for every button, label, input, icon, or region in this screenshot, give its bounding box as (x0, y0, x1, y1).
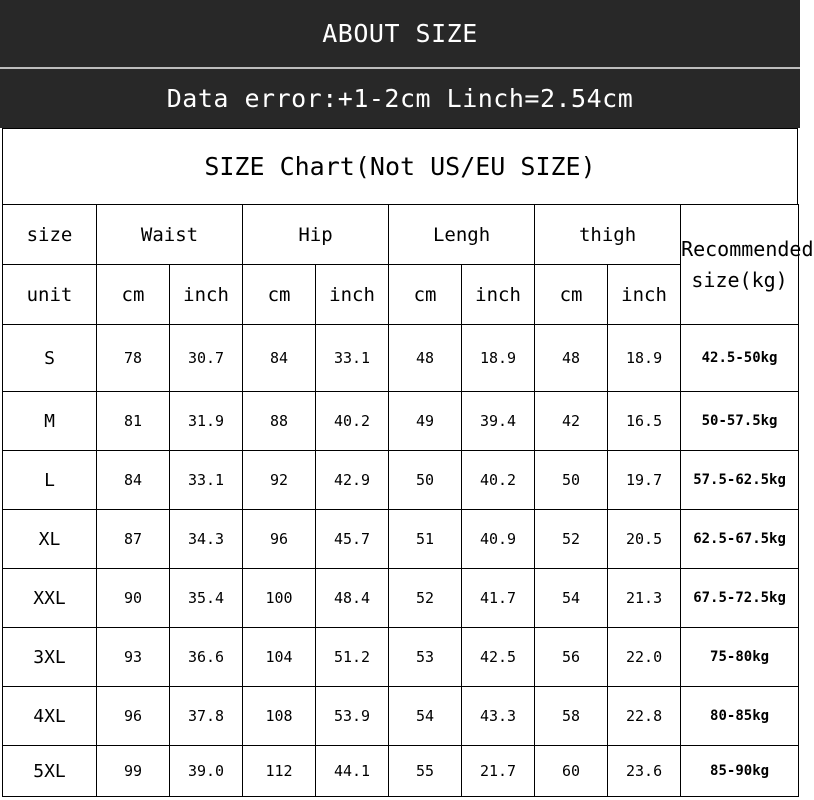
cell-length-inch: 18.9 (462, 325, 535, 392)
header-hip: Hip (243, 205, 389, 265)
cell-hip-cm: 96 (243, 510, 316, 569)
cell-waist-inch: 33.1 (170, 451, 243, 510)
about-size-banner (0, 0, 800, 69)
data-error-note: Data error:+1-2cm Linch=2.54cm (166, 84, 634, 113)
cell-size-label: M (3, 392, 97, 451)
cell-length-inch: 40.9 (462, 510, 535, 569)
about-size-title: ABOUT SIZE (322, 19, 478, 48)
cell-length-cm: 48 (389, 325, 462, 392)
cell-hip-inch: 51.2 (316, 628, 389, 687)
cell-recommended-weight: 85-90kg (681, 746, 799, 797)
data-error-banner (0, 69, 800, 128)
cell-waist-cm: 84 (97, 451, 170, 510)
cell-hip-inch: 40.2 (316, 392, 389, 451)
cell-waist-cm: 81 (97, 392, 170, 451)
cell-hip-inch: 45.7 (316, 510, 389, 569)
cell-hip-inch: 44.1 (316, 746, 389, 797)
cell-hip-cm: 92 (243, 451, 316, 510)
cell-waist-inch: 31.9 (170, 392, 243, 451)
cell-recommended-weight: 50-57.5kg (681, 392, 799, 451)
chart-title (2, 128, 798, 204)
chart-title-text: SIZE Chart(Not US/EU SIZE) (204, 152, 596, 181)
cell-waist-cm: 78 (97, 325, 170, 392)
cell-thigh-inch: 19.7 (608, 451, 681, 510)
cell-length-cm: 50 (389, 451, 462, 510)
unit-inch: inch (608, 265, 681, 325)
cell-thigh-inch: 23.6 (608, 746, 681, 797)
cell-hip-cm: 100 (243, 569, 316, 628)
cell-waist-cm: 99 (97, 746, 170, 797)
cell-recommended-weight: 75-80kg (681, 628, 799, 687)
cell-size-label: L (3, 451, 97, 510)
unit-cm: cm (535, 265, 608, 325)
cell-recommended-weight: 57.5-62.5kg (681, 451, 799, 510)
cell-size-label: XXL (3, 569, 97, 628)
cell-thigh-inch: 22.0 (608, 628, 681, 687)
cell-waist-inch: 34.3 (170, 510, 243, 569)
table-row (3, 687, 799, 746)
cell-length-cm: 49 (389, 392, 462, 451)
unit-inch: inch (170, 265, 243, 325)
cell-waist-cm: 90 (97, 569, 170, 628)
header-length: Lengh (389, 205, 535, 265)
cell-recommended-weight: 42.5-50kg (681, 325, 799, 392)
cell-thigh-cm: 48 (535, 325, 608, 392)
cell-hip-cm: 112 (243, 746, 316, 797)
table-row (3, 392, 799, 451)
cell-waist-cm: 87 (97, 510, 170, 569)
cell-thigh-inch: 16.5 (608, 392, 681, 451)
cell-hip-cm: 108 (243, 687, 316, 746)
header-waist: Waist (97, 205, 243, 265)
cell-thigh-inch: 21.3 (608, 569, 681, 628)
table-row (3, 325, 799, 392)
table-row (3, 451, 799, 510)
cell-length-inch: 43.3 (462, 687, 535, 746)
cell-length-inch: 21.7 (462, 746, 535, 797)
header-recommended-size: Recommended size(kg) (681, 205, 799, 325)
header-size: size (3, 205, 97, 265)
cell-thigh-cm: 54 (535, 569, 608, 628)
cell-recommended-weight: 80-85kg (681, 687, 799, 746)
cell-length-cm: 52 (389, 569, 462, 628)
header-row-measures (3, 205, 799, 265)
size-table (2, 204, 814, 797)
cell-waist-inch: 37.8 (170, 687, 243, 746)
cell-length-cm: 51 (389, 510, 462, 569)
cell-length-inch: 39.4 (462, 392, 535, 451)
cell-hip-inch: 48.4 (316, 569, 389, 628)
header-row-units (3, 265, 799, 325)
cell-size-label: 4XL (3, 687, 97, 746)
cell-thigh-cm: 56 (535, 628, 608, 687)
cell-hip-inch: 42.9 (316, 451, 389, 510)
unit-inch: inch (462, 265, 535, 325)
unit-cm: cm (389, 265, 462, 325)
cell-waist-cm: 96 (97, 687, 170, 746)
cell-length-cm: 55 (389, 746, 462, 797)
cell-waist-inch: 30.7 (170, 325, 243, 392)
cell-size-label: 3XL (3, 628, 97, 687)
header-unit: unit (3, 265, 97, 325)
cell-hip-inch: 33.1 (316, 325, 389, 392)
cell-length-inch: 40.2 (462, 451, 535, 510)
cell-length-cm: 53 (389, 628, 462, 687)
table-row (3, 628, 799, 687)
cell-thigh-cm: 52 (535, 510, 608, 569)
cell-size-label: XL (3, 510, 97, 569)
cell-size-label: S (3, 325, 97, 392)
cell-thigh-inch: 22.8 (608, 687, 681, 746)
cell-thigh-cm: 50 (535, 451, 608, 510)
cell-thigh-cm: 60 (535, 746, 608, 797)
cell-hip-cm: 88 (243, 392, 316, 451)
cell-hip-cm: 104 (243, 628, 316, 687)
unit-cm: cm (243, 265, 316, 325)
cell-thigh-inch: 20.5 (608, 510, 681, 569)
cell-thigh-cm: 58 (535, 687, 608, 746)
cell-hip-cm: 84 (243, 325, 316, 392)
cell-thigh-cm: 42 (535, 392, 608, 451)
cell-length-cm: 54 (389, 687, 462, 746)
cell-length-inch: 42.5 (462, 628, 535, 687)
cell-recommended-weight: 62.5-67.5kg (681, 510, 799, 569)
cell-size-label: 5XL (3, 746, 97, 797)
cell-thigh-inch: 18.9 (608, 325, 681, 392)
table-row (3, 569, 799, 628)
table-row (3, 746, 799, 797)
cell-hip-inch: 53.9 (316, 687, 389, 746)
cell-waist-inch: 36.6 (170, 628, 243, 687)
cell-waist-cm: 93 (97, 628, 170, 687)
cell-length-inch: 41.7 (462, 569, 535, 628)
unit-inch: inch (316, 265, 389, 325)
cell-recommended-weight: 67.5-72.5kg (681, 569, 799, 628)
unit-cm: cm (97, 265, 170, 325)
table-row (3, 510, 799, 569)
header-thigh: thigh (535, 205, 681, 265)
cell-waist-inch: 35.4 (170, 569, 243, 628)
cell-waist-inch: 39.0 (170, 746, 243, 797)
